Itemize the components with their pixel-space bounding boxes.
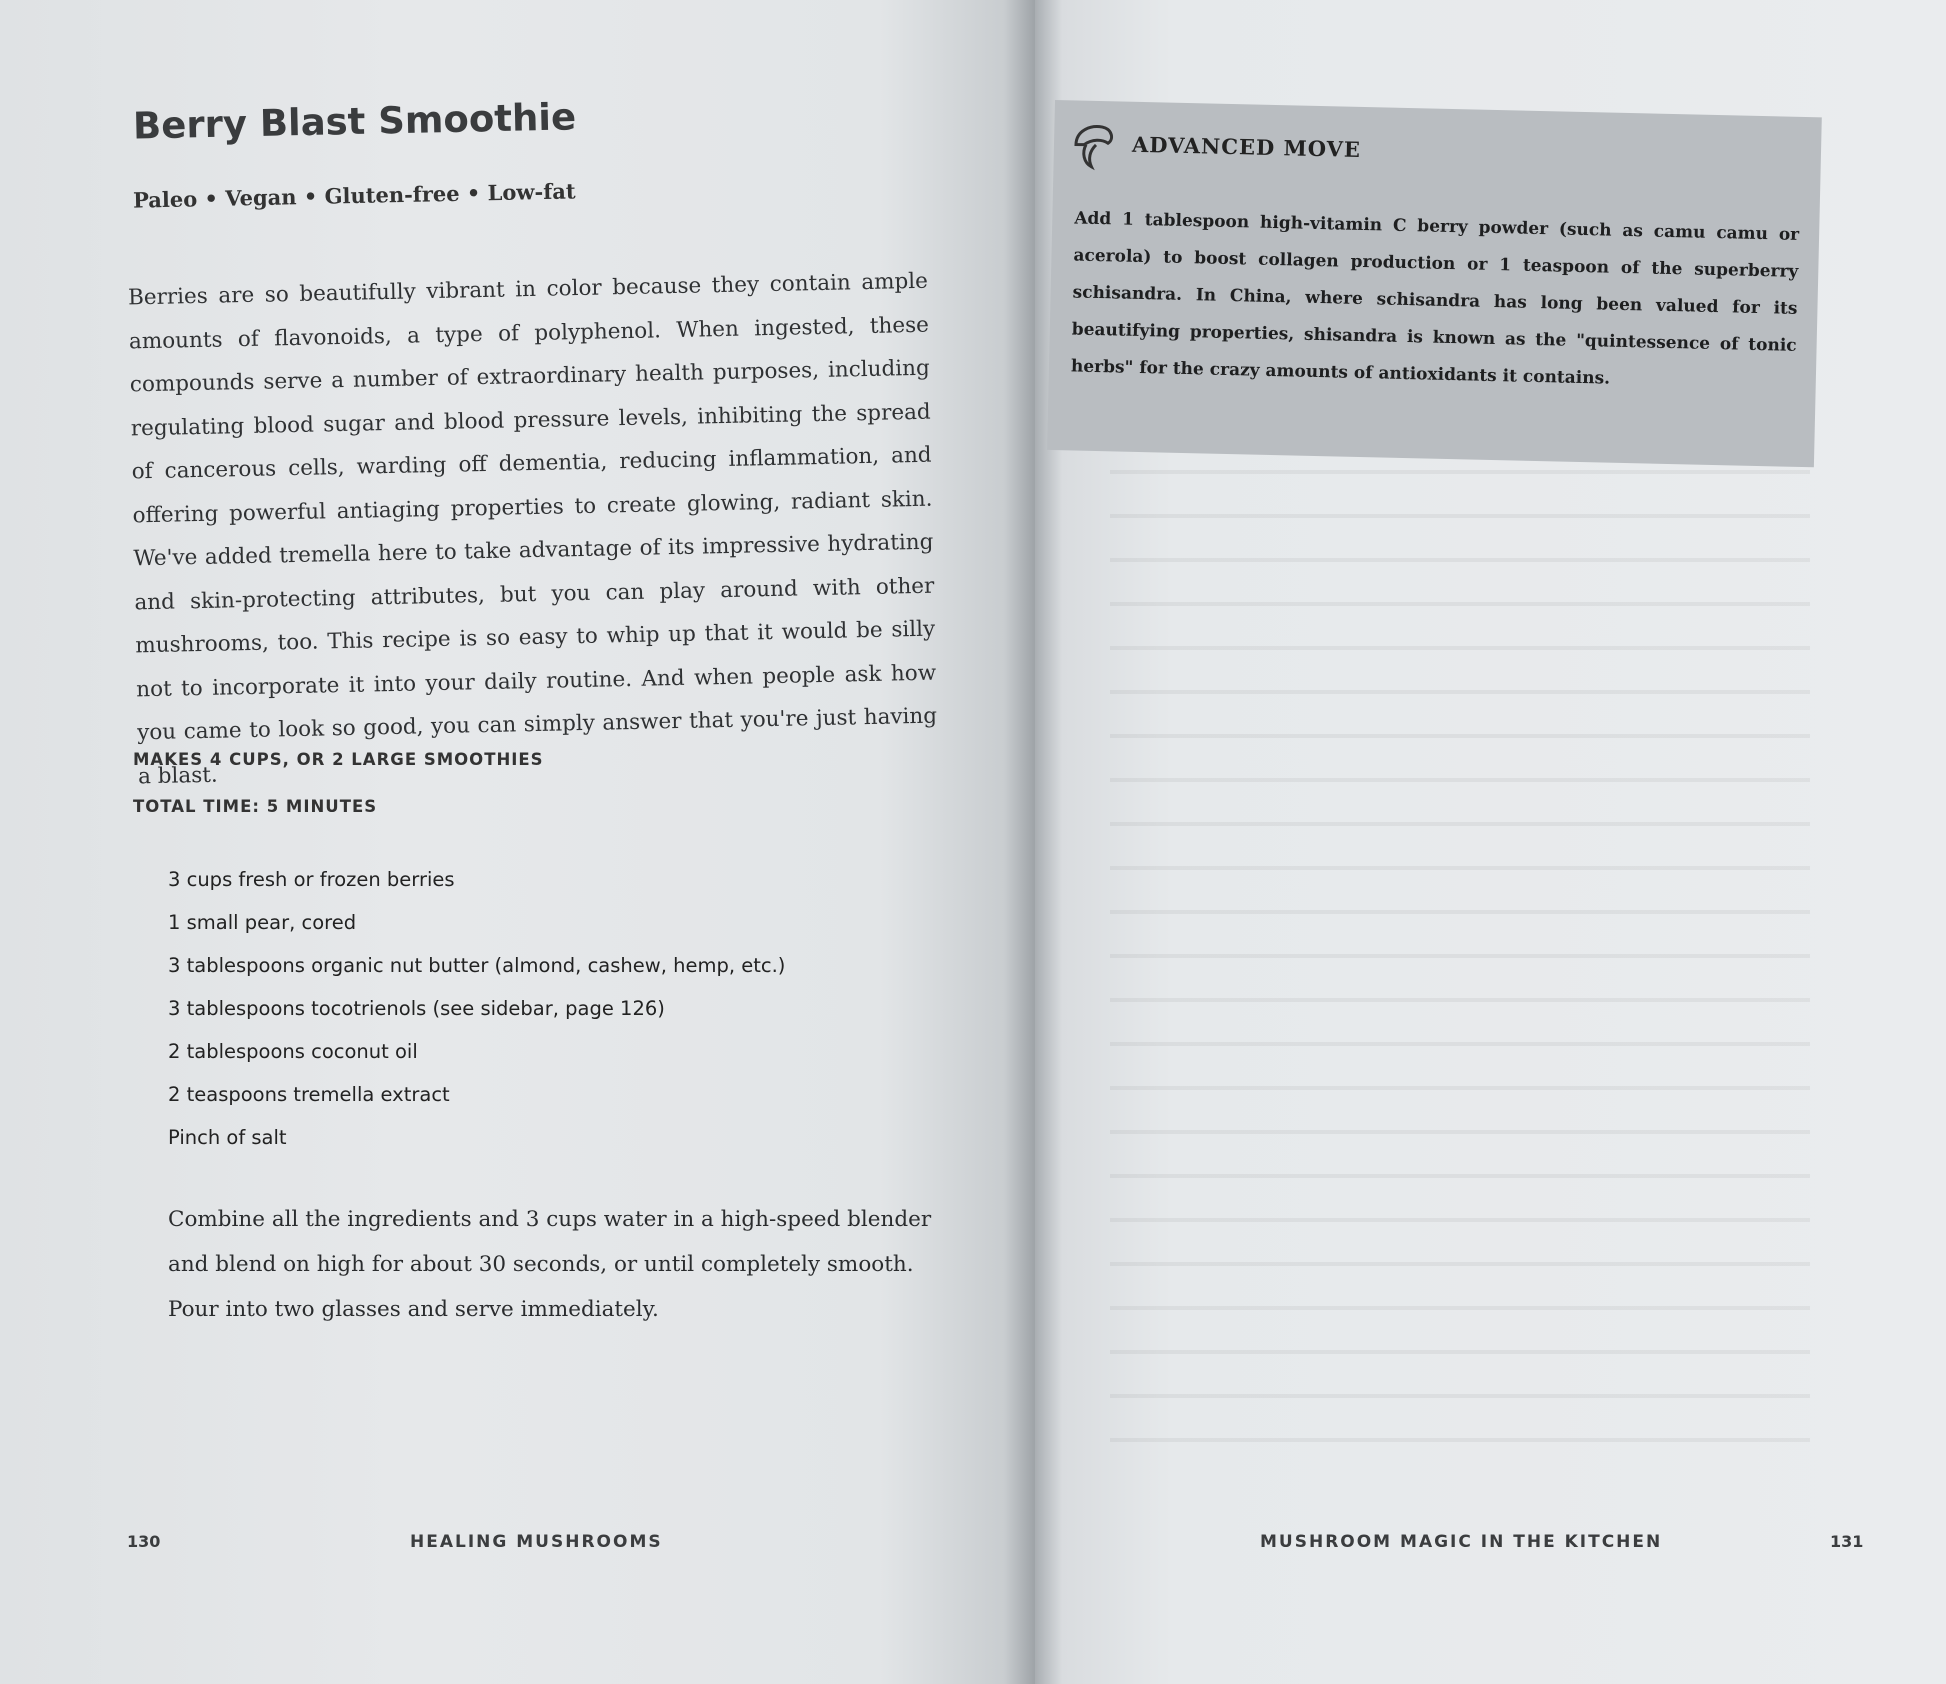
ingredient-item: 3 tablespoons tocotrienols (see sidebar, page 126)	[168, 997, 665, 1020]
sidebar-body: Add 1 tablespoon high-vitamin C berry powder (such as camu camu or acerola) to boost collagen production or 1 teaspoon of the superberry schisandra. In China, where schisandra has long been valued for its beautifying properties, shisandra is known as the "quintessence of tonic herbs" for the crazy amounts of antioxidants it contains.	[1070, 208, 1800, 389]
ingredient-item: 3 cups fresh or frozen berries	[168, 868, 455, 891]
recipe-method: Combine all the ingredients and 3 cups water in a high-speed blender and blend on high for about 30 seconds, or until completely smooth. Pour into two glasses and serve immediately.	[168, 1207, 932, 1322]
recipe-intro: Berries are so beautifully vibrant in color because they contain ample amounts of flavonoids, a type of polyphenol. When ingested, these compounds serve a number of extraordinary health purposes, including regulating blood sugar and blood pressure levels, inhibiting the spread of cancerous cells, warding off dementia, reducing inflammation, and offering powerful antiaging properties to create glowing, radiant skin. We've added tremella here to take advantage of its impressive hydrating and skin-protecting attributes, but you can play around with other mushrooms, too. This recipe is so easy to whip up that it would be silly not to incorporate it into your daily routine. And when people ask how you came to look so good, you can simply answer that you're just having a blast.	[127, 268, 938, 789]
running-footer-left: HEALING MUSHROOMS	[410, 1532, 663, 1552]
recipe-title: Berry Blast Smoothie	[132, 95, 577, 148]
recipe-yield: MAKES 4 CUPS, OR 2 LARGE SMOOTHIES	[133, 750, 544, 769]
ingredient-item: Pinch of salt	[168, 1126, 287, 1149]
running-footer-right: MUSHROOM MAGIC IN THE KITCHEN	[1260, 1532, 1663, 1552]
diet-tags: Paleo • Vegan • Gluten-free • Low-fat	[132, 178, 576, 213]
mushroom-icon	[1071, 122, 1116, 171]
ingredient-list	[168, 858, 785, 1159]
page-number-right: 131	[1830, 1532, 1864, 1551]
sidebar-heading: ADVANCED MOVE	[1131, 131, 1362, 162]
recipe-total-time: TOTAL TIME: 5 MINUTES	[133, 797, 378, 816]
ingredient-item: 2 teaspoons tremella extract	[168, 1083, 450, 1106]
ingredient-item: 1 small pear, cored	[168, 911, 357, 934]
ingredient-item: 2 tablespoons coconut oil	[168, 1040, 418, 1063]
page-number-left: 130	[127, 1532, 161, 1551]
advanced-move-sidebar	[1047, 100, 1822, 467]
show-through-text	[1110, 470, 1810, 1470]
ingredient-item: 3 tablespoons organic nut butter (almond, cashew, hemp, etc.)	[168, 954, 786, 977]
